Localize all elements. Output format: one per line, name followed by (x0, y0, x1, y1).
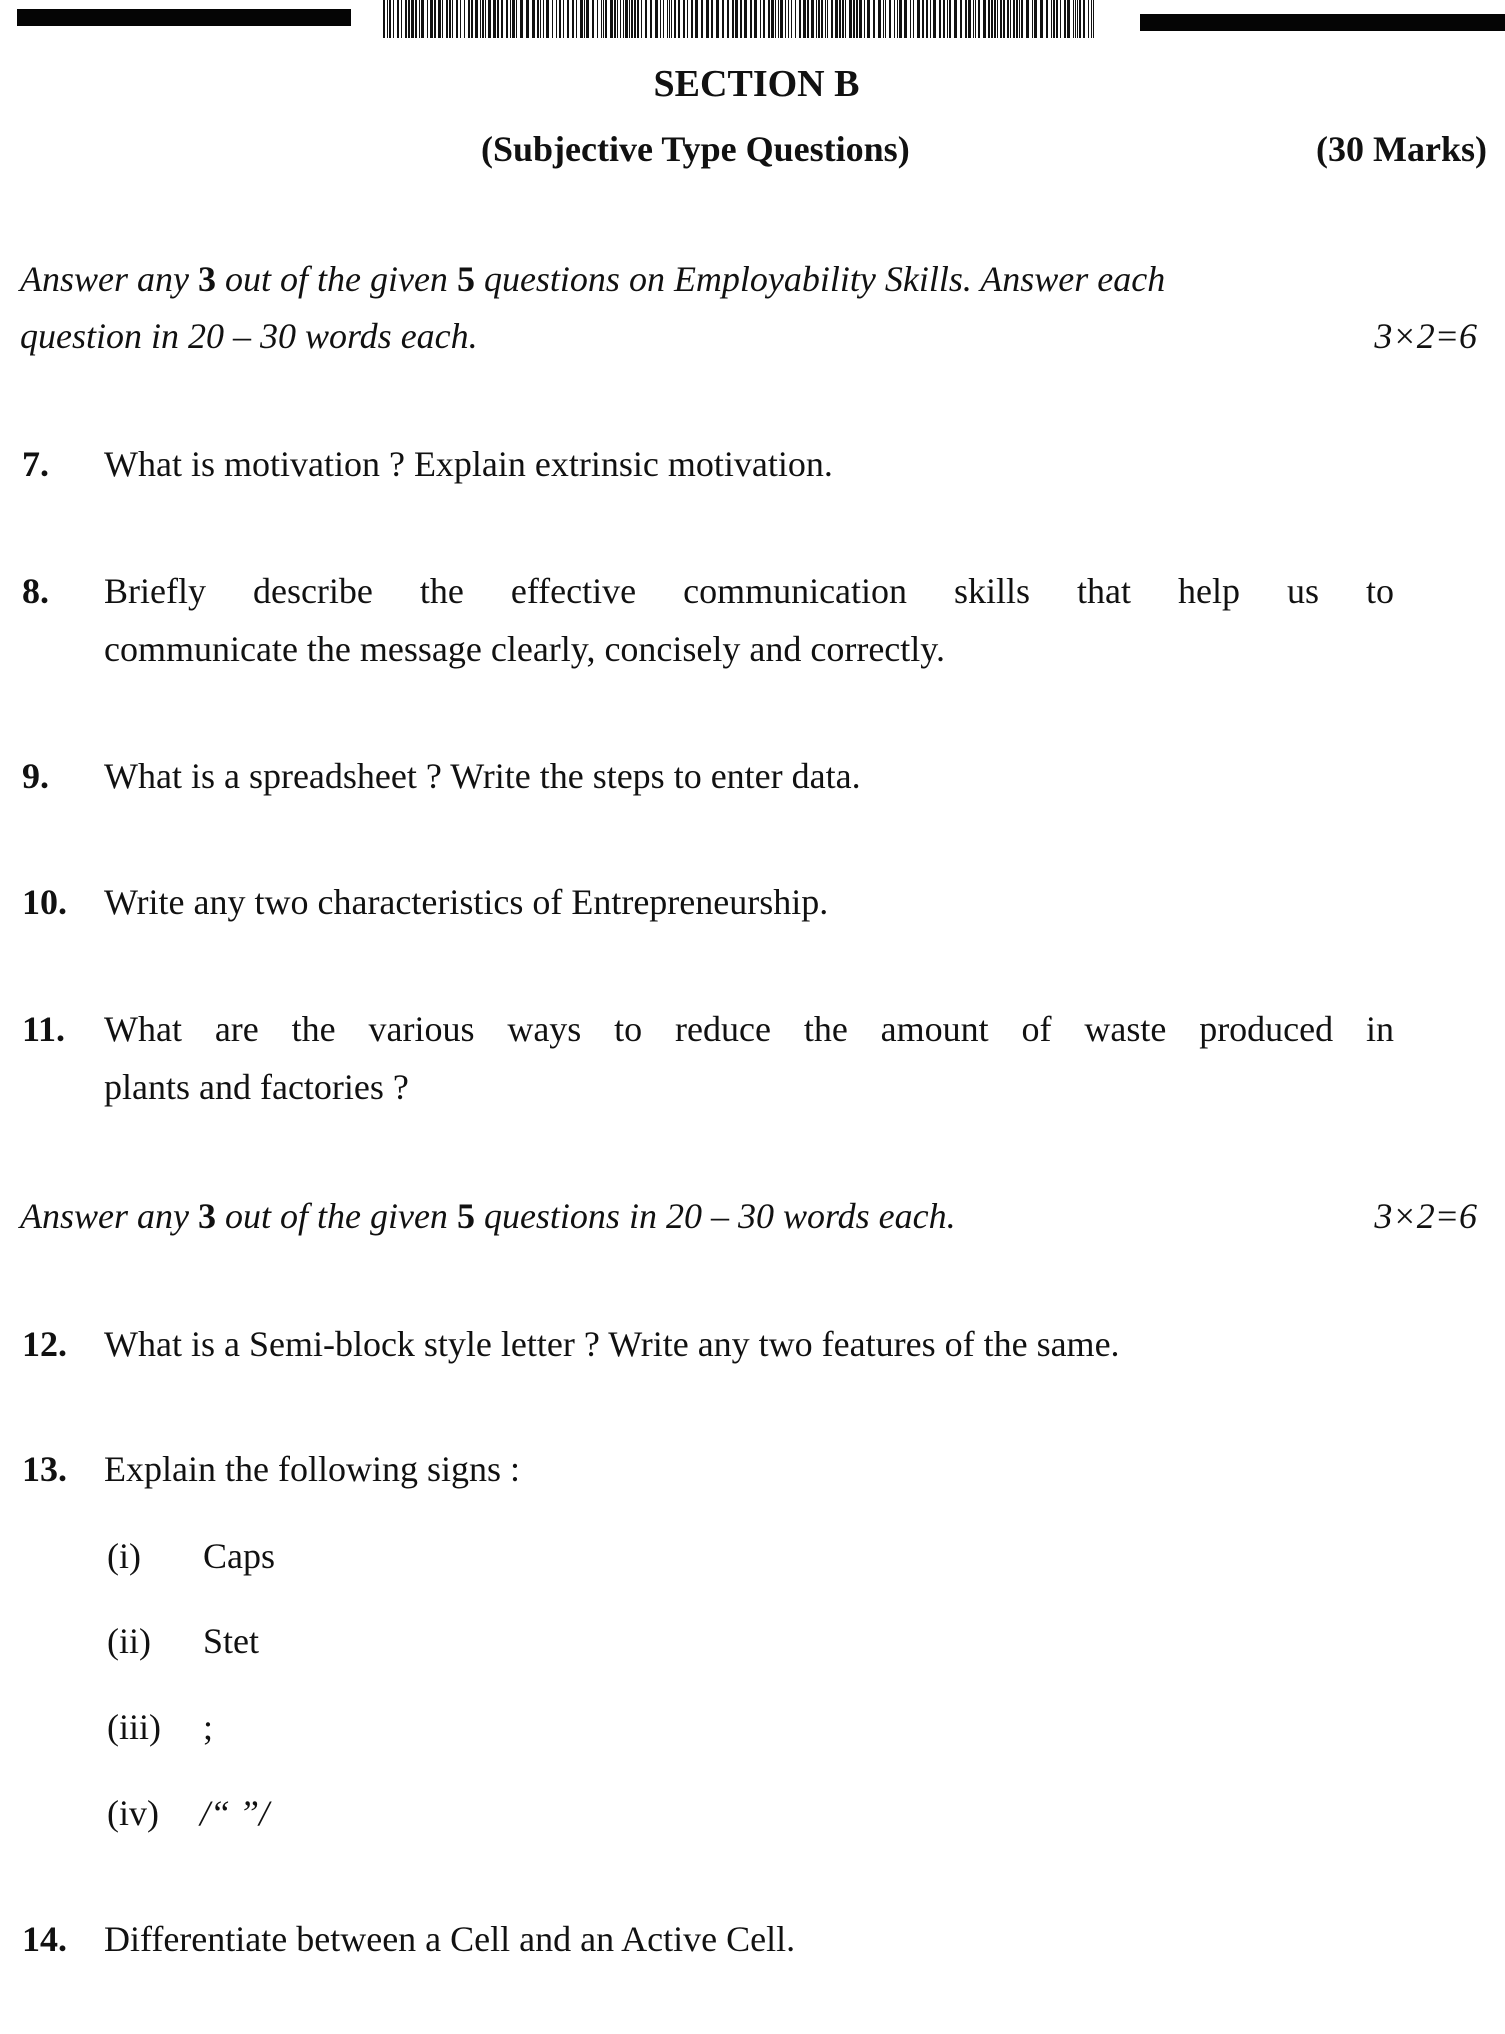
barcode-stripe (835, 0, 838, 38)
barcode-stripe (1010, 0, 1011, 38)
barcode-stripe (1019, 0, 1020, 38)
barcode-stripe (543, 0, 544, 38)
barcode-stripe (397, 0, 399, 38)
barcode-stripe (442, 0, 443, 38)
barcode-stripe (917, 0, 920, 38)
barcode-stripe (910, 0, 911, 38)
barcode-stripe (614, 0, 616, 38)
barcode-stripe (930, 0, 931, 38)
barcode-stripe (975, 0, 976, 38)
question-number: 8. (22, 571, 49, 611)
part1-instruction-line1 (20, 258, 1165, 300)
barcode-stripe (480, 0, 481, 38)
barcode-stripe (471, 0, 473, 38)
top-right-bar (1140, 14, 1505, 31)
question-text-line2: communicate the message clearly, concisely and correctly. (104, 629, 945, 669)
barcode-stripe (775, 0, 776, 38)
barcode-stripe (933, 0, 936, 38)
barcode-stripe (878, 0, 881, 38)
barcode-stripe (997, 0, 998, 38)
barcode-stripe (401, 0, 402, 38)
barcode-stripe (546, 0, 549, 38)
barcode-stripe (1067, 0, 1070, 38)
question-text-line1: What are the various ways to reduce the amount of waste produced in (104, 1009, 1394, 1049)
barcode-stripe (1056, 0, 1058, 38)
barcode-stripe (456, 0, 458, 38)
question-number: 13. (22, 1449, 67, 1489)
barcode-stripe (727, 0, 729, 38)
barcode-stripe (897, 0, 898, 38)
barcode-stripe (899, 0, 902, 38)
barcode-stripe (464, 0, 465, 38)
barcode-stripe (430, 0, 433, 38)
barcode-stripe (968, 0, 971, 38)
question-text: What is motivation ? Explain extrinsic motivation. (104, 444, 833, 484)
barcode-stripe (983, 0, 986, 38)
question-number: 7. (22, 444, 49, 484)
sub-item-label: (iv) (107, 1793, 159, 1833)
barcode-stripe (939, 0, 941, 38)
barcode-stripe (811, 0, 814, 38)
barcode-stripe (760, 0, 761, 38)
barcode-stripe (859, 0, 862, 38)
barcode-stripe (572, 0, 574, 38)
barcode-stripe (576, 0, 577, 38)
barcode-stripe (586, 0, 589, 38)
instruction-count: 3 (197, 1196, 216, 1236)
section-subtitle: (Subjective Type Questions) (481, 129, 910, 169)
barcode-stripe (949, 0, 951, 38)
barcode-stripe (556, 0, 557, 38)
barcode-stripe (807, 0, 809, 38)
barcode-stripe (954, 0, 957, 38)
barcode-stripe (584, 0, 585, 38)
barcode-stripe (978, 0, 980, 38)
barcode-stripe (411, 0, 414, 38)
barcode-stripe (864, 0, 865, 38)
barcode-stripe (732, 0, 734, 38)
barcode-stripe (885, 0, 886, 38)
barcode-stripe (667, 0, 668, 38)
barcode-stripe (497, 0, 499, 38)
instruction-count: 3 (197, 259, 216, 299)
barcode-stripe (821, 0, 823, 38)
barcode-stripe (1003, 0, 1005, 38)
sub-item-value: Stet (203, 1621, 260, 1661)
barcode-stripe (419, 0, 420, 38)
barcode-stripe (637, 0, 639, 38)
question-number: 11. (22, 1009, 66, 1049)
instruction-total: 5 (456, 1196, 475, 1236)
barcode-stripe (603, 0, 604, 38)
question-text: What is a Semi-block style letter ? Write any two features of the same. (104, 1324, 1120, 1364)
barcode-stripe (552, 0, 553, 38)
question-text: Write any two characteristics of Entrepreneurship. (104, 882, 829, 922)
barcode-stripe (674, 0, 676, 38)
barcode-stripe (1077, 0, 1078, 38)
barcode-stripe (771, 0, 774, 38)
instruction-total: 5 (456, 259, 475, 299)
barcode-stripe (387, 0, 388, 38)
barcode-stripe (687, 0, 688, 38)
barcode-stripe (740, 0, 742, 38)
barcode-stripe (620, 0, 621, 38)
barcode-stripe (660, 0, 661, 38)
question-number: 10. (22, 882, 67, 922)
barcode-stripe (446, 0, 448, 38)
barcode-stripe (991, 0, 993, 38)
barcode-stripe (894, 0, 895, 38)
barcode-stripe (669, 0, 670, 38)
barcode-stripe (629, 0, 630, 38)
barcode-stripe (816, 0, 817, 38)
question-number: 9. (22, 756, 49, 796)
barcode-stripe (735, 0, 738, 38)
barcode-stripe (1013, 0, 1015, 38)
barcode-stripe (791, 0, 792, 38)
barcode-stripe (393, 0, 394, 38)
barcode-stripe (1064, 0, 1066, 38)
barcode-stripe (634, 0, 636, 38)
barcode-stripe (605, 0, 607, 38)
barcode-stripe (803, 0, 806, 38)
barcode-stripe (537, 0, 539, 38)
barcode-stripe (701, 0, 703, 38)
barcode-stripe (501, 0, 503, 38)
barcode-stripe (913, 0, 914, 38)
barcode-stripe (683, 0, 685, 38)
barcode-stripe (943, 0, 945, 38)
barcode-stripe (516, 0, 517, 38)
sub-item-value: Caps (203, 1536, 275, 1576)
instruction-text: Answer any (20, 1196, 198, 1236)
sub-item-label: (ii) (107, 1621, 151, 1661)
barcode-stripe (744, 0, 747, 38)
barcode-stripe (493, 0, 496, 38)
barcode-stripe (405, 0, 407, 38)
part1-marks: 3×2=6 (1374, 316, 1477, 356)
barcode-stripe (559, 0, 561, 38)
barcode-stripe (873, 0, 875, 38)
barcode-stripe (485, 0, 486, 38)
barcode-stripe (1091, 0, 1092, 38)
barcode-stripe (926, 0, 928, 38)
question-text-line1: Briefly describe the effective communication skills that help us to (104, 571, 1394, 611)
question-text: What is a spreadsheet ? Write the steps to enter data. (104, 756, 861, 796)
barcode-stripe (567, 0, 569, 38)
barcode-stripe (788, 0, 789, 38)
barcode-stripe (750, 0, 752, 38)
barcode-stripe (597, 0, 598, 38)
question-text: Differentiate between a Cell and an Active Cell. (104, 1919, 796, 1959)
barcode-stripe (988, 0, 990, 38)
barcode-stripe (994, 0, 996, 38)
barcode-stripe (1032, 0, 1033, 38)
barcode-stripe (563, 0, 564, 38)
barcode-stripe (592, 0, 594, 38)
barcode-stripe (421, 0, 424, 38)
sub-item-value: ; (203, 1707, 214, 1747)
barcode-stripe (695, 0, 698, 38)
barcode-stripe (1079, 0, 1081, 38)
barcode-stripe (1093, 0, 1094, 38)
barcode-stripe (768, 0, 770, 38)
barcode-stripe (506, 0, 508, 38)
barcode-stripe (408, 0, 410, 38)
barcode-stripe (904, 0, 907, 38)
top-left-bar (17, 9, 351, 26)
barcode-stripe (510, 0, 511, 38)
barcode-stripe (488, 0, 491, 38)
barcode-stripe (1034, 0, 1037, 38)
barcode-stripe (434, 0, 436, 38)
barcode-stripe (645, 0, 647, 38)
barcode-stripe (512, 0, 515, 38)
section-marks: (30 Marks) (1316, 129, 1487, 169)
barcode-stripe (825, 0, 826, 38)
barcode-stripe (1053, 0, 1055, 38)
barcode-stripe (889, 0, 891, 38)
barcode-stripe (415, 0, 417, 38)
barcode-stripe (853, 0, 855, 38)
barcode-stripe (706, 0, 709, 38)
barcode-stripe (580, 0, 583, 38)
part2-marks: 3×2=6 (1374, 1196, 1477, 1236)
instruction-text: questions on Employability Skills. Answer each (474, 259, 1166, 299)
barcode-stripe (691, 0, 693, 38)
barcode-stripe (711, 0, 713, 38)
barcode-stripe (1073, 0, 1074, 38)
part2-instruction (20, 1195, 956, 1237)
barcode-stripe (1021, 0, 1023, 38)
barcode-stripe (1046, 0, 1048, 38)
barcode-stripe (526, 0, 529, 38)
barcode-stripe (655, 0, 658, 38)
barcode-stripe (1060, 0, 1061, 38)
question-number: 12. (22, 1324, 67, 1364)
barcode-stripe (678, 0, 680, 38)
barcode-stripe (449, 0, 451, 38)
barcode-stripe (438, 0, 441, 38)
barcode-stripe (452, 0, 453, 38)
barcode-stripe (722, 0, 724, 38)
barcode-stripe (389, 0, 391, 38)
barcode-stripe (780, 0, 783, 38)
barcode-stripe (623, 0, 624, 38)
barcode-stripe (482, 0, 484, 38)
part1-instruction-line2: question in 20 – 30 words each. (20, 316, 478, 356)
question-number: 14. (22, 1919, 67, 1959)
barcode-stripe (641, 0, 642, 38)
instruction-text: out of the given (215, 1196, 457, 1236)
barcode-stripe (922, 0, 924, 38)
barcode-stripe (1000, 0, 1002, 38)
barcode-stripe (1088, 0, 1089, 38)
barcode-stripe (883, 0, 884, 38)
barcode-stripe (754, 0, 757, 38)
barcode-stripe (818, 0, 820, 38)
barcode-stripe (947, 0, 948, 38)
sub-item-label: (iii) (107, 1707, 161, 1747)
barcode-stripe (427, 0, 428, 38)
barcode-stripe (849, 0, 852, 38)
barcode-stripe (601, 0, 602, 38)
barcode-stripe (716, 0, 719, 38)
barcode-stripe (625, 0, 628, 38)
barcode-stripe (1040, 0, 1043, 38)
instruction-text: questions in 20 – 30 words each. (474, 1196, 956, 1236)
barcode-stripe (1051, 0, 1052, 38)
barcode-stripe (532, 0, 535, 38)
barcode-stripe (468, 0, 470, 38)
barcode-stripe (1075, 0, 1076, 38)
barcode-stripe (1083, 0, 1085, 38)
sub-item-label: (i) (107, 1536, 141, 1576)
barcode-stripe (778, 0, 779, 38)
barcode-stripe (1016, 0, 1018, 38)
barcode-stripe (1026, 0, 1029, 38)
barcode-stripe (839, 0, 841, 38)
barcode-stripe (973, 0, 974, 38)
question-text-line2: plants and factories ? (104, 1067, 409, 1107)
barcode-stripe (475, 0, 478, 38)
barcode-stripe (1007, 0, 1009, 38)
barcode-stripe (617, 0, 618, 38)
barcode-stripe (867, 0, 870, 38)
barcode (383, 0, 1101, 38)
barcode-stripe (795, 0, 796, 38)
barcode-stripe (960, 0, 962, 38)
barcode-stripe (671, 0, 672, 38)
barcode-stripe (610, 0, 613, 38)
barcode-stripe (540, 0, 541, 38)
instruction-text: Answer any (20, 259, 198, 299)
barcode-stripe (631, 0, 633, 38)
barcode-stripe (460, 0, 461, 38)
barcode-stripe (965, 0, 967, 38)
barcode-stripe (663, 0, 664, 38)
question-text: Explain the following signs : (104, 1449, 520, 1489)
barcode-stripe (785, 0, 786, 38)
section-title: SECTION B (653, 63, 860, 105)
barcode-stripe (856, 0, 858, 38)
barcode-stripe (383, 0, 385, 38)
barcode-stripe (520, 0, 523, 38)
barcode-stripe (831, 0, 833, 38)
barcode-stripe (650, 0, 652, 38)
barcode-stripe (845, 0, 846, 38)
barcode-stripe (799, 0, 801, 38)
barcode-stripe (763, 0, 765, 38)
sub-item-value: /“ ”/ (200, 1793, 270, 1833)
instruction-text: out of the given (215, 259, 457, 299)
barcode-stripe (842, 0, 844, 38)
barcode-stripe (827, 0, 828, 38)
